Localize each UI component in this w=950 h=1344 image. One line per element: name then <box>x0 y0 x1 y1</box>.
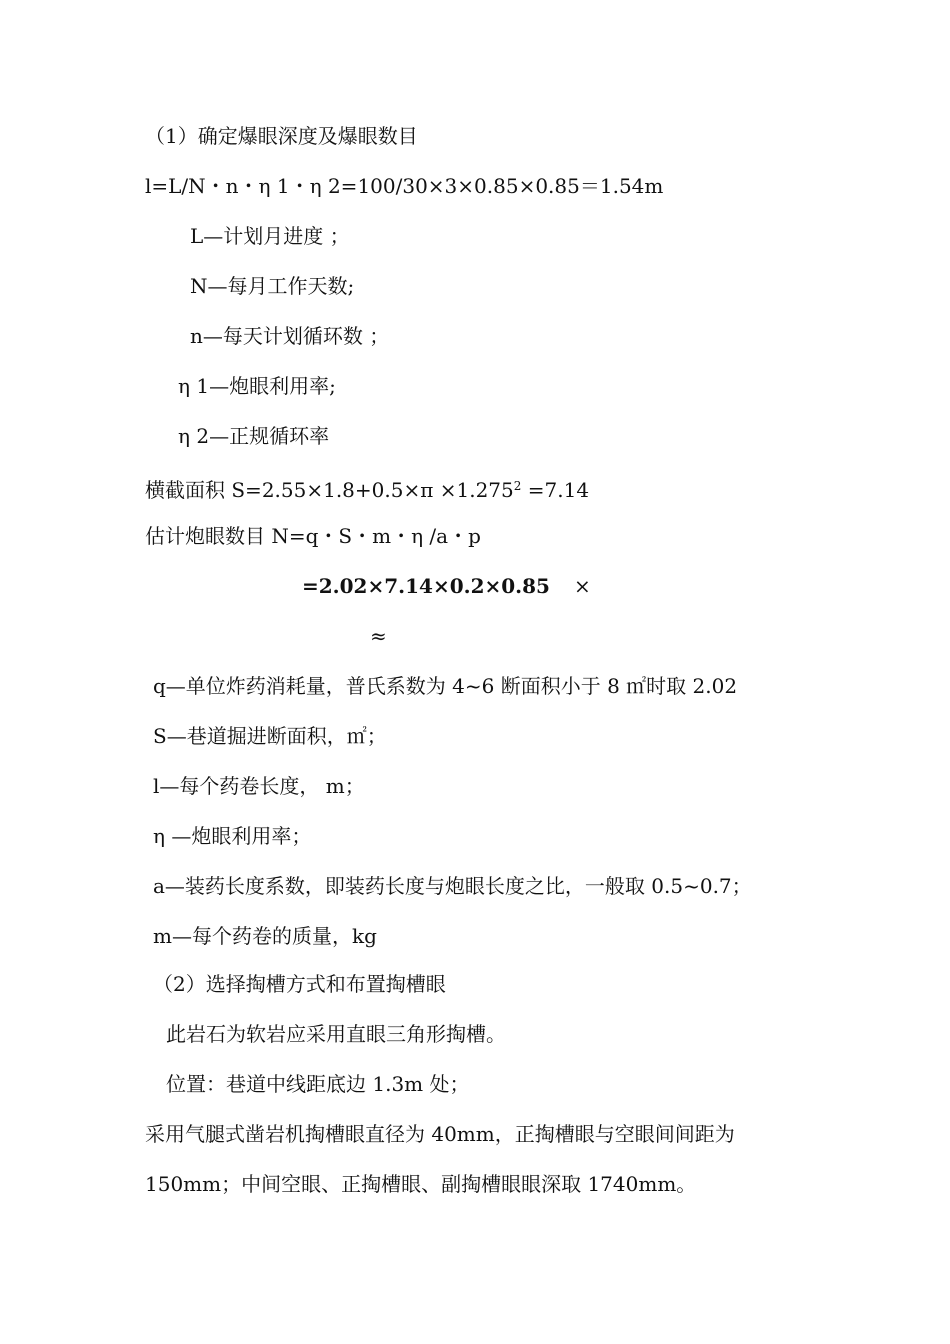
formula-hole-depth: l=L/N・n・η 1・η 2=100/30×3×0.85×0.85＝1.54m <box>145 174 664 198</box>
definition-eta: η —炮眼利用率； <box>153 824 312 848</box>
paragraph-cut-method: 此岩石为软岩应采用直眼三角形掏槽。 <box>166 1022 506 1046</box>
definition-q: q—单位炸药消耗量，普氏系数为 4~6 断面积小于 8 ㎡时取 2.02 <box>153 674 738 698</box>
multiply-sign: × <box>574 574 591 598</box>
section-heading-1: （1）确定爆眼深度及爆眼数目 <box>145 124 418 148</box>
approx-sign: ≈ <box>370 624 387 648</box>
hole-count-formula: 估计炮眼数目 N=q・S・m・η /a・p <box>145 524 481 548</box>
area-formula-text: 横截面积 S=2.55×1.8+0.5×π ×1.275 <box>145 478 514 502</box>
definition-S: S—巷道掘进断面积，㎡； <box>153 724 387 748</box>
area-result: =7.14 <box>521 478 590 502</box>
definition-m: m—每个药卷的质量，kg <box>153 924 377 948</box>
definition-eta1: η 1—炮眼利用率; <box>178 374 336 398</box>
cross-section-area <box>145 472 589 504</box>
paragraph-drill-line-2: 150mm；中间空眼、正掏槽眼、副掏槽眼眼深取 1740mm。 <box>145 1172 697 1196</box>
definition-a: a—装药长度系数，即装药长度与炮眼长度之比，一般取 0.5~0.7； <box>153 874 752 898</box>
definition-l: l—每个药卷长度， m； <box>153 774 365 798</box>
definition-n: n—每天计划循环数 ； <box>190 324 390 348</box>
section-heading-2: （2）选择掏槽方式和布置掏槽眼 <box>153 972 446 996</box>
definition-N: N—每月工作天数; <box>190 274 355 298</box>
definition-eta2: η 2—正规循环率 <box>178 424 330 448</box>
definition-L: L—计划月进度 ； <box>190 224 350 248</box>
area-exponent: 2 <box>513 479 522 493</box>
hole-count-calculation: =2.02×7.14×0.2×0.85 <box>302 574 550 598</box>
paragraph-position: 位置：巷道中线距底边 1.3m 处； <box>166 1072 470 1096</box>
paragraph-drill-line-1: 采用气腿式凿岩机掏槽眼直径为 40mm，正掏槽眼与空眼间间距为 <box>145 1122 735 1146</box>
